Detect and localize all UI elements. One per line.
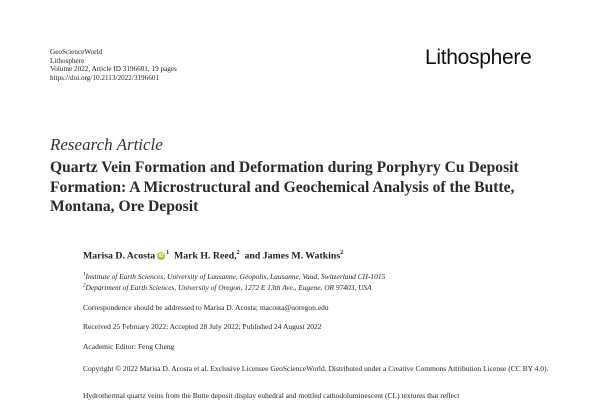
correspondence-line: Correspondence should be addressed to Marisa D. Acosta; macosta@uoregon.edu: [83, 303, 329, 312]
author-name: Marisa D. Acosta: [83, 250, 156, 262]
volume-line: Volume 2022, Article ID 3196601, 19 pages: [50, 65, 177, 74]
copyright-notice: Copyright © 2022 Marisa D. Acosta et al. Exclusive Licensee GeoScienceWorld. Distributed under a Creative Commons Attribution License (CC BY 4.0).: [83, 364, 549, 373]
affiliation-2: [83, 283, 372, 292]
author-name: Mark H. Reed,: [174, 250, 237, 262]
affiliation-text: Department of Earth Sciences, University of Oregon, 1272 E 13th Ave., Eugene, OR 97403, USA: [85, 283, 372, 292]
affiliation-1: [83, 272, 385, 281]
journal-meta: [50, 48, 177, 82]
article-type-label: Research Article: [50, 135, 163, 154]
affiliation-marker: 1: [83, 272, 86, 278]
doi-link[interactable]: https://doi.org/10.2113/2022/3196601: [50, 73, 160, 82]
orcid-icon[interactable]: iD: [158, 253, 164, 260]
author-affiliation-marker: 2: [236, 250, 240, 256]
author-name: and James M. Watkins: [244, 250, 341, 262]
author-affiliation-marker: 2: [340, 250, 344, 256]
journal-name: Lithosphere: [50, 56, 85, 65]
journal-logo: Lithosphere: [425, 46, 532, 69]
affiliation-text: Institute of Earth Sciences, University of Lausanne, Géopolis, Lausanne, Vaud, Switzerland CH-1015: [85, 272, 386, 281]
affiliation-marker: 2: [83, 283, 86, 289]
article-title: Quartz Vein Formation and Deformation during Porphyry Cu Deposit Formation: A Microstructural and Geochemical Analysis of the Butte, Montana, Ore Deposit: [50, 159, 519, 215]
author-list: [83, 250, 343, 261]
dates-line: Received 25 February 2022; Accepted 28 July 2022; Published 24 August 2022: [83, 322, 322, 331]
editor-line: Academic Editor: Feng Cheng: [83, 342, 175, 351]
author-affiliation-marker: 1: [166, 250, 170, 256]
abstract-text: Hydrothermal quartz veins from the Butte deposit display euhedral and mottled cathodoluminescent (CL) textures that reflect: [83, 391, 460, 400]
publisher-name: GeoScienceWorld: [50, 48, 103, 56]
